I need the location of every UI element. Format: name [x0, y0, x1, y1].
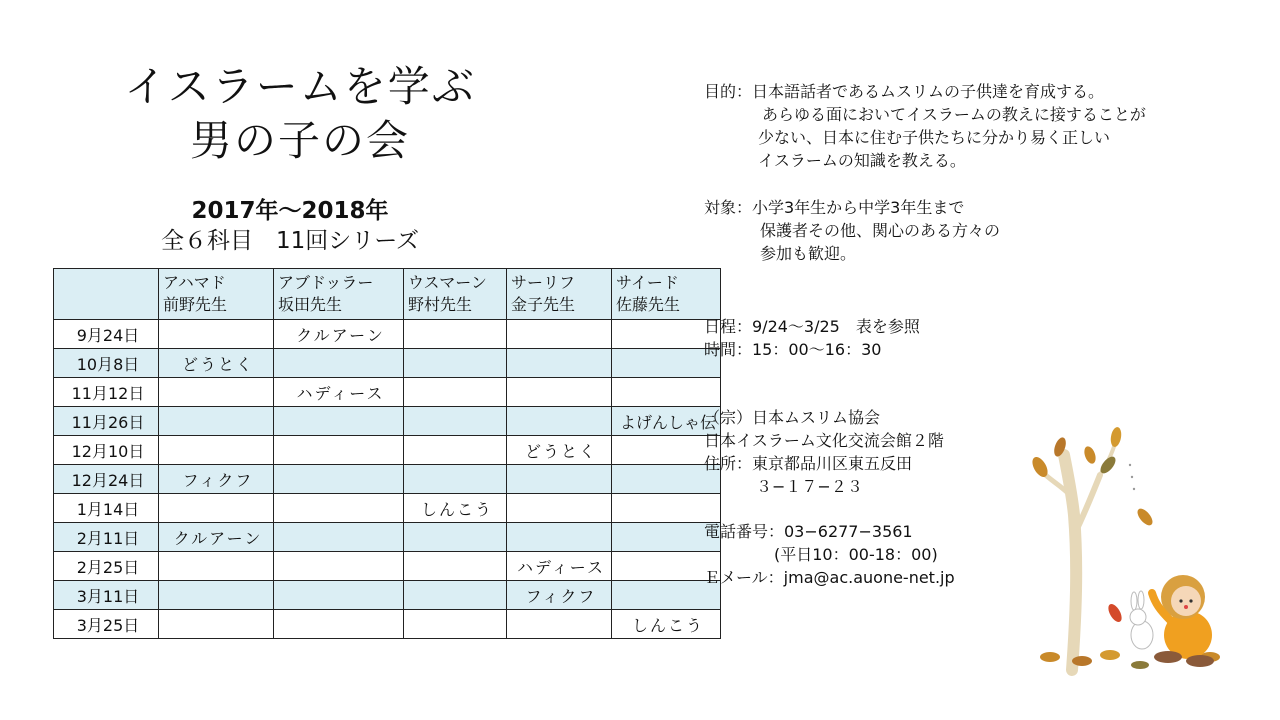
subtitle-series: 全６科目 11回シリーズ — [160, 228, 420, 254]
date-cell: 2月11日 — [54, 523, 159, 552]
subject-cell — [274, 349, 404, 378]
purpose-line: 少ない、日本に住む子供たちに分かり易く正しい — [758, 128, 1111, 147]
date-cell: 9月24日 — [54, 320, 159, 349]
date-cell: 12月24日 — [54, 465, 159, 494]
table-header-row — [54, 269, 721, 320]
subject-cell — [274, 523, 404, 552]
subject-cell: どうとく — [159, 349, 274, 378]
spacer — [704, 498, 955, 520]
teacher-title: 野村先生 — [408, 295, 473, 314]
title-line-1: イスラームを学ぶ — [124, 62, 476, 111]
subject-cell: クルアーン — [274, 320, 404, 349]
table-row — [54, 436, 721, 465]
date-cell: 10月8日 — [54, 349, 159, 378]
date-cell: 2月25日 — [54, 552, 159, 581]
subject-cell — [404, 436, 507, 465]
purpose-label: 目的：日本語話者であるムスリムの子供達を育成する。 — [704, 82, 1105, 101]
subject-cell — [274, 407, 404, 436]
subject-cell — [404, 552, 507, 581]
target-line: 保護者その他、関心のある方々の — [760, 221, 1001, 240]
subject-cell — [404, 320, 507, 349]
teacher-title: 前野先生 — [163, 295, 228, 314]
table-header-corner — [54, 269, 159, 320]
purpose-line: あらゆる面においてイスラームの教えに接することが — [762, 105, 1146, 124]
subject-cell — [159, 494, 274, 523]
autumn-tree-child-illustration — [1020, 425, 1260, 680]
subject-cell — [404, 465, 507, 494]
purpose-section — [704, 80, 1146, 172]
subject-cell — [274, 581, 404, 610]
subject-cell: クルアーン — [159, 523, 274, 552]
table-header-cell — [507, 269, 612, 320]
teacher-title: 佐藤先生 — [616, 295, 681, 314]
subject-cell — [507, 378, 612, 407]
subject-cell — [612, 378, 721, 407]
subject-cell — [507, 610, 612, 639]
date-cell: 11月12日 — [54, 378, 159, 407]
teacher-name: アハマド — [163, 273, 226, 292]
subject-cell — [159, 610, 274, 639]
subject-cell — [507, 349, 612, 378]
subject-cell: しんこう — [612, 610, 721, 639]
contact-address: 住所：東京都品川区東五反田 — [704, 454, 913, 473]
table-row — [54, 494, 721, 523]
table-header-cell — [159, 269, 274, 320]
table-header-cell — [612, 269, 721, 320]
contact-building: 日本イスラーム文化交流会館２階 — [704, 431, 944, 450]
table-header-cell — [274, 269, 404, 320]
subject-cell: しんこう — [404, 494, 507, 523]
purpose-line: イスラームの知識を教える。 — [758, 151, 966, 170]
contact-email: Ｅメール：jma@ac.auone-net.jp — [704, 568, 955, 587]
subject-cell — [159, 436, 274, 465]
teacher-title: 金子先生 — [511, 295, 576, 314]
subject-cell — [507, 523, 612, 552]
subtitle-years: 2017年〜2018年 — [191, 198, 389, 224]
schedule-time: 時間：15：00〜16：30 — [704, 340, 882, 359]
table-row — [54, 320, 721, 349]
table-row — [54, 552, 721, 581]
subject-cell — [404, 581, 507, 610]
table-header-cell — [404, 269, 507, 320]
target-section — [704, 196, 1000, 265]
contact-org: （宗）日本ムスリム協会 — [704, 408, 881, 427]
contact-hours: (平日10：00-18：00) — [774, 545, 938, 564]
table-row — [54, 610, 721, 639]
subject-cell — [274, 465, 404, 494]
subject-cell — [507, 465, 612, 494]
subject-cell — [507, 407, 612, 436]
subject-cell: フィクフ — [507, 581, 612, 610]
table-row — [54, 349, 721, 378]
table-row — [54, 581, 721, 610]
subject-cell — [159, 552, 274, 581]
schedule-dates: 日程：9/24〜3/25 表を参照 — [704, 317, 920, 336]
subject-cell — [274, 610, 404, 639]
subject-cell — [159, 320, 274, 349]
target-line: 参加も歓迎。 — [760, 244, 857, 263]
table-row — [54, 378, 721, 407]
schedule-info-section — [704, 315, 920, 361]
table-row — [54, 465, 721, 494]
subject-cell — [274, 494, 404, 523]
teacher-name: サーリフ — [511, 273, 576, 292]
subject-cell — [159, 581, 274, 610]
contact-address-number: ３−１７−２３ — [756, 477, 863, 496]
contact-phone: 電話番号：03−6277−3561 — [704, 522, 913, 541]
title-line-2: 男の子の会 — [189, 116, 410, 165]
table-row — [54, 523, 721, 552]
subject-cell — [404, 407, 507, 436]
date-cell: 3月25日 — [54, 610, 159, 639]
date-cell: 11月26日 — [54, 407, 159, 436]
table-row — [54, 407, 721, 436]
subject-cell — [507, 320, 612, 349]
subject-cell — [274, 436, 404, 465]
date-cell: 1月14日 — [54, 494, 159, 523]
subject-cell — [404, 349, 507, 378]
page-title — [100, 60, 500, 168]
subject-cell: ハディース — [507, 552, 612, 581]
subject-cell — [404, 378, 507, 407]
teacher-name: ウスマーン — [408, 273, 487, 292]
teacher-name: アブドッラー — [278, 273, 374, 292]
subtitle — [100, 196, 480, 256]
contact-section — [704, 406, 955, 589]
subject-cell — [404, 610, 507, 639]
subject-cell — [274, 552, 404, 581]
subject-cell: よげんしゃ伝 — [612, 407, 721, 436]
subject-cell — [159, 378, 274, 407]
date-cell: 3月11日 — [54, 581, 159, 610]
subject-cell: どうとく — [507, 436, 612, 465]
subject-cell — [159, 407, 274, 436]
subject-cell: フィクフ — [159, 465, 274, 494]
target-label: 対象：小学3年生から中学3年生まで — [704, 198, 965, 217]
date-cell: 12月10日 — [54, 436, 159, 465]
subject-cell: ハディース — [274, 378, 404, 407]
teacher-name: サイード — [616, 273, 679, 292]
teacher-title: 坂田先生 — [278, 295, 343, 314]
schedule-table — [53, 268, 721, 639]
subject-cell — [404, 523, 507, 552]
subject-cell — [507, 494, 612, 523]
